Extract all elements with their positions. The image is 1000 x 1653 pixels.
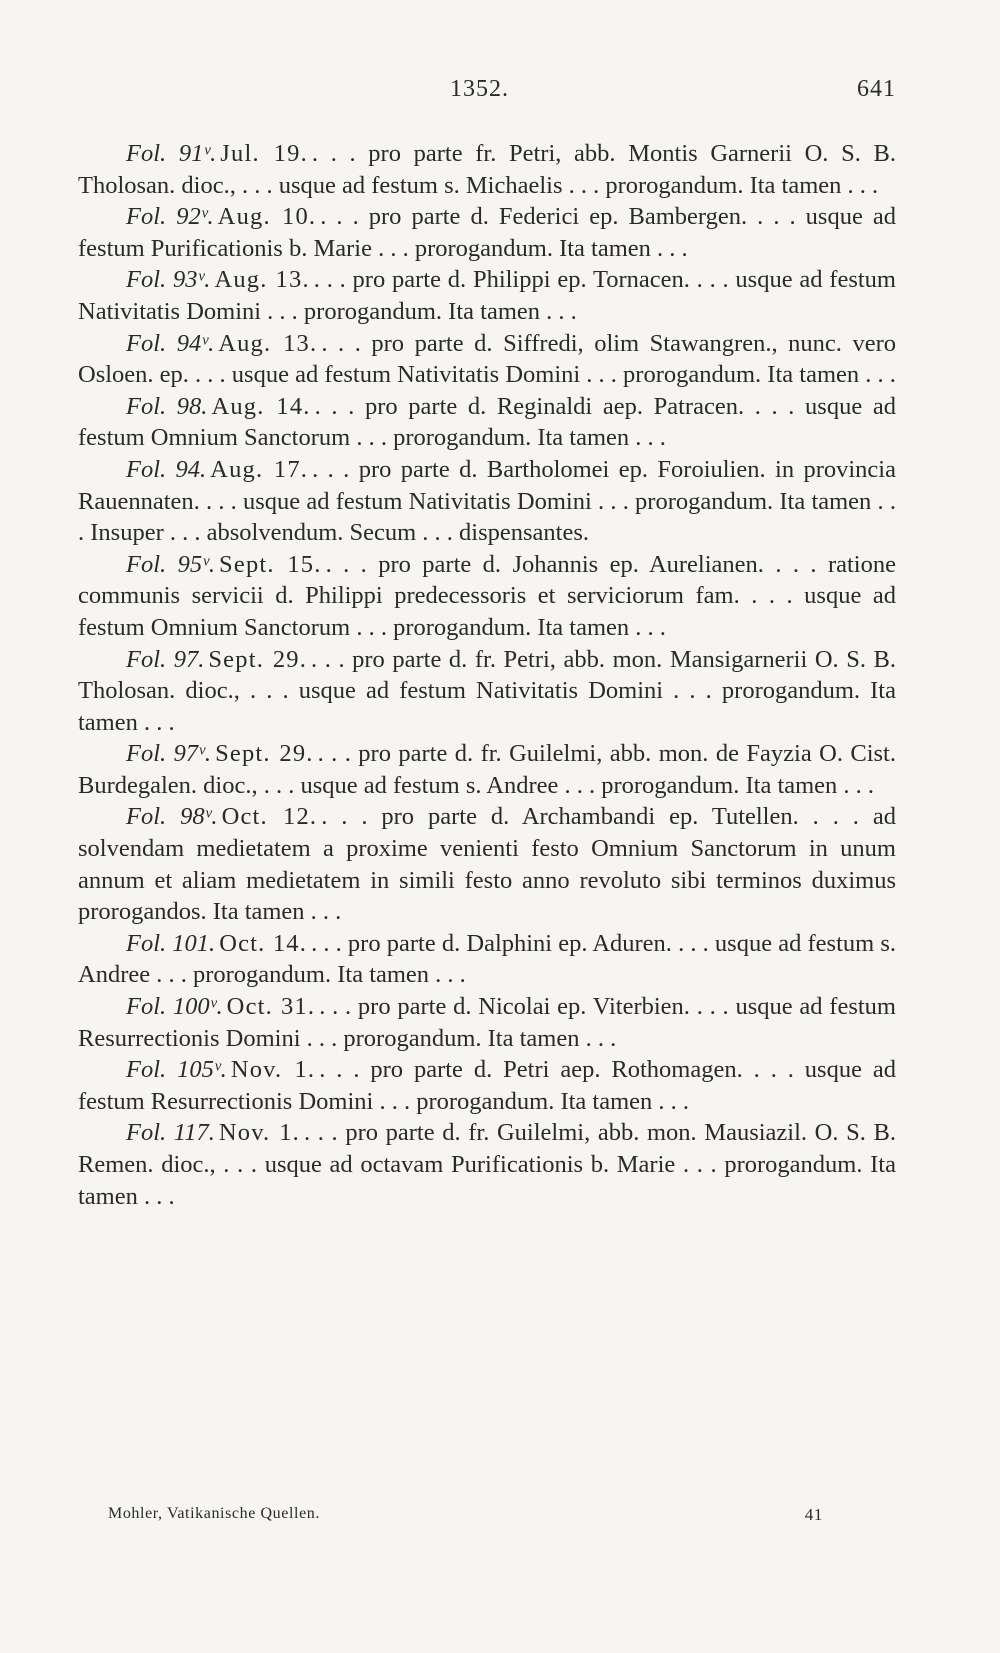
entry [78, 801, 896, 927]
entry-date: Oct. 12. [221, 803, 318, 831]
entry [78, 644, 896, 739]
entry-text: . . . pro parte d. Federici ep. Bambergen. . . . usque ad festum Purificationis b. Marie . . . prorogandum. Ita tamen . . . [78, 203, 896, 262]
folio-ref: Fol. 105ᵛ. [126, 1056, 227, 1084]
entry [78, 391, 896, 454]
folio-ref: Fol. 92ᵛ. [126, 203, 214, 231]
entry-text: . . . pro parte d. fr. Guilelmi, abb. mon. de Fayzia O. Cist. Burdegalen. dioc., . . . usque ad festum s. Andree . . . prorogandum. Ita tamen . . . [78, 740, 896, 799]
page-footer [108, 1505, 823, 1531]
entry-date: Sept. 29. [215, 740, 314, 768]
page-number: 641 [857, 76, 896, 102]
folio-ref: Fol. 98. [126, 392, 208, 420]
entry-date: Aug. 10. [217, 203, 317, 231]
entry-text: . . . pro parte d. Philippi ep. Tornacen. . . . usque ad festum Nativitatis Domini . . . prorogandum. Ita tamen . . . [78, 266, 896, 325]
folio-ref: Fol. 98ᵛ. [126, 803, 218, 831]
entry [78, 991, 896, 1054]
entry [78, 201, 896, 264]
running-head [78, 76, 896, 112]
entry-text: . . . pro parte d. Archambandi ep. Tutellen. . . . ad solvendam medietatem a proxime venienti festo Omnium Sanctorum in unum annum et aliam medietatem in simili festo anno revoluto sibi terminos duximus prorogandos. Ita tamen . . . [78, 803, 896, 926]
entry [78, 738, 896, 801]
entry-text: . . . pro parte fr. Petri, abb. Montis Garnerii O. S. B. Tholosan. dioc., . . . usque ad festum s. Michaelis . . . prorogandum. Ita tamen . . . [78, 140, 896, 199]
entry-text: . . . pro parte d. Petri aep. Rothomagen. . . . usque ad festum Resurrectionis Domini . . . prorogandum. Ita tamen . . . [78, 1056, 896, 1115]
body-text [78, 138, 896, 1212]
header-year: 1352. [450, 76, 509, 102]
folio-ref: Fol. 117. [126, 1119, 215, 1147]
entry [78, 928, 896, 991]
entry-date: Sept. 15. [219, 550, 322, 578]
folio-ref: Fol. 94. [126, 455, 207, 483]
entry-date: Aug. 14. [211, 392, 311, 420]
entry-text: . . . pro parte d. fr. Petri, abb. mon. Mansigarnerii O. S. B. Tholosan. dioc., . . . usque ad festum Nativitatis Domini . . . prorogandum. Ita tamen . . . [78, 645, 897, 736]
folio-ref: Fol. 100ᵛ. [126, 993, 223, 1021]
entry [78, 328, 896, 391]
entry [78, 1117, 896, 1212]
entry-text: . . . pro parte d. Johannis ep. Aurelianen. . . . ratione communis servicii d. Philippi predecessoris et serviciorum fam. . . . usque ad festum Omnium Sanctorum . . . prorogandum. Ita tamen . . . [78, 550, 896, 641]
folio-ref: Fol. 94ᵛ. [126, 329, 215, 357]
entry-date: Aug. 17. [210, 455, 309, 483]
entry-text: . . . pro parte d. Nicolai ep. Viterbien. . . . usque ad festum Resurrectionis Domini . . . prorogandum. Ita tamen . . . [78, 993, 896, 1052]
signature-mark: 41 [804, 1505, 823, 1524]
entry [78, 549, 896, 644]
entry-date: Jul. 19. [220, 140, 308, 167]
folio-ref: Fol. 101. [126, 929, 216, 957]
entry [78, 454, 896, 549]
entry-date: Sept. 29. [208, 645, 308, 673]
folio-ref: Fol. 91ᵛ. [126, 140, 217, 167]
footer-author: Mohler, Vatikanische Quellen. [108, 1505, 320, 1522]
entry-date: Oct. 14. [219, 929, 308, 957]
entry-text: . . . pro parte d. Siffredi, olim Stawangren., nunc. vero Osloen. ep. . . . usque ad festum Nativitatis Domini . . . prorogandum. Ita tamen . . . [78, 329, 896, 389]
entry [78, 264, 896, 327]
entry-text: . . . pro parte d. Reginaldi aep. Patracen. . . . usque ad festum Omnium Sanctorum . . . prorogandum. Ita tamen . . . [78, 392, 896, 452]
entry-date: Aug. 13. [214, 266, 310, 294]
entry-date: Oct. 31. [226, 993, 316, 1021]
folio-ref: Fol. 97. [126, 645, 205, 673]
entry-text: . . . pro parte d. Bartholomei ep. Foroiulien. in provincia Rauennaten. . . . usque ad festum Nativitatis Domini . . . prorogandum. Ita tamen . . . Insuper . . . absolvendum. Secum . . . dispensantes. [78, 455, 896, 547]
folio-ref: Fol. 97ᵛ. [126, 740, 212, 768]
entry-text: . . . pro parte d. fr. Guilelmi, abb. mon. Mausiazil. O. S. B. Remen. dioc., . . . usque ad octavam Purificationis b. Marie . . . prorogandum. Ita tamen . . . [78, 1119, 896, 1210]
entry-date: Nov. 1. [230, 1056, 316, 1084]
entry-text: . . . pro parte d. Dalphini ep. Aduren. . . . usque ad festum s. Andree . . . prorogandum. Ita tamen . . . [78, 929, 897, 989]
entry-date: Nov. 1. [218, 1119, 301, 1147]
entry [78, 138, 896, 201]
entry-date: Aug. 13. [218, 329, 318, 357]
folio-ref: Fol. 95ᵛ. [126, 550, 216, 578]
entry [78, 1054, 896, 1117]
folio-ref: Fol. 93ᵛ. [126, 266, 211, 294]
